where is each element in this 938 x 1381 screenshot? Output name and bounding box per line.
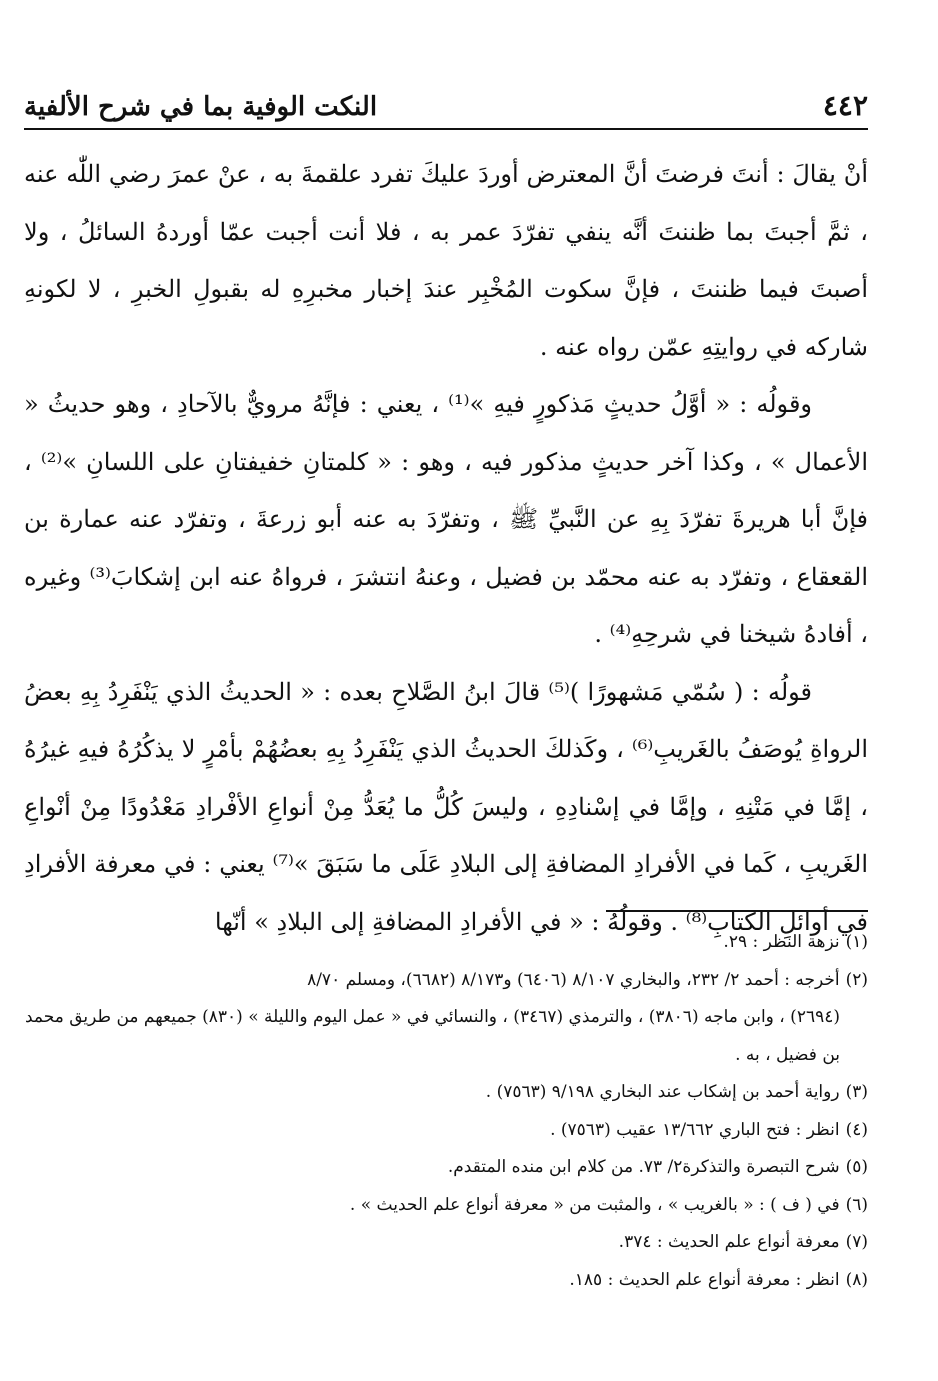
footnote-number: (٣) <box>845 1082 868 1102</box>
footnotes <box>24 924 868 1299</box>
running-title: النكت الوفية بما في شرح الألفية <box>24 92 378 122</box>
footnote-number: (٦) <box>845 1194 868 1215</box>
footnote-1 <box>24 924 868 962</box>
footnote-number: (٥) <box>845 1157 868 1177</box>
footnote-5 <box>24 1149 868 1187</box>
footnote-number: (٨) <box>845 1269 868 1290</box>
footnote-number: (٧) <box>845 1232 868 1252</box>
footnote-2 <box>24 962 868 1075</box>
footnote-number: (٢) <box>845 969 868 990</box>
footnote-text: رواية أحمد بن إشكاب عند البخاري ٩/١٩٨ (٧٥٦٣) . <box>485 1082 840 1102</box>
footnote-text: نزهة النظر : ٢٩. <box>723 932 840 952</box>
paragraph-2: وقولُه : « أوَّلُ حديثٍ مَذكورٍ فيهِ »⁽¹⁾ ، يعني : فإنَّهُ مرويٌّ بالآحادِ ، وهو حديثُ « الأعمال » ، وكذا آخر حديثٍ مذكور فيه ، وهو : « كلمتانِ خفيفتانِ على اللسانِ »⁽²⁾ ، فإنَّ أبا هريرةَ تفرّدَ بِهِ عن النَّبيِّ ﷺ ، وتفرّدَ به عنه أبو زرعةَ ، وتفرّد عنه عمارة بن القعقاع ، وتفرّد به عنه محمّد بن فضيل ، وعنهُ انتشرَ ، فرواهُ عنه ابن إشكابَ⁽³⁾ وغيره ، أفادهُ شيخنا في شرحِهِ⁽⁴⁾ . <box>24 390 868 648</box>
main-text <box>24 146 868 951</box>
footnote-number: (١) <box>845 932 868 952</box>
footnote-7 <box>24 1224 868 1262</box>
footnote-text: شرح التبصرة والتذكرة٢/ ٧٣. من كلام ابن منده المتقدم. <box>447 1157 840 1177</box>
paragraph-1: أنْ يقالَ : أنتَ فرضتَ أنَّ المعترض أوردَ عليكَ تفرد علقمةَ به ، عنْ عمرَ رضي اللّٰه عنه ، ثمَّ أجبتَ بما ظننتَ أنَّه ينفي تفرّدَ عمر به ، فلا أنت أجبت عمّا أوردهُ السائلُ ، ولا أصبتَ فيما ظننتَ ، فإنَّ سكوت المُخْبِر عندَ إخبار مخبرِهِ له بقبولِ الخبرِ ، لا لكونهِ شاركه في روايتِهِ عمّن رواه عنه . <box>24 160 869 361</box>
footnote-3 <box>24 1074 868 1112</box>
page-header <box>24 70 868 130</box>
page-number: ٤٤٢ <box>822 89 868 122</box>
footnote-text: أخرجه : أحمد ٢/ ٢٣٢، والبخاري ٨/١٠٧ (٦٤٠٦) و٨/١٧٣ (٦٦٨٢)، ومسلم ٨/٧٠ <box>307 969 840 990</box>
footnote-4 <box>24 1112 868 1150</box>
footnote-6 <box>24 1187 868 1225</box>
footnote-text: انظر : معرفة أنواع علم الحديث : ١٨٥. <box>569 1269 840 1290</box>
footnote-8 <box>24 1262 868 1300</box>
footnote-text: في ( ف ) : « بالغريب » ، والمثبت من « معرفة أنواع علم الحديث » . <box>349 1194 840 1215</box>
footnote-divider <box>606 910 868 912</box>
paragraph-3: قولُه : ( سُمّي مَشهورًا )⁽⁵⁾ قالَ ابنُ الصَّلاحِ بعده : « الحديثُ الذي يَنْفَرِدُ بِهِ بعضُ الرواةِ يُوصَفُ بالغَريبِ⁽⁶⁾ ، وكَذلكَ الحديثُ الذي يَنْفَرِدُ بِهِ بعضُهُمْ بأمْرٍ لا يذكُرُهُ فيهِ غيرُهُ ، إمَّا في مَتْنِهِ ، وإمَّا في إسْنادِهِ ، وليسَ كُلُّ ما يُعَدُّ مِنْ أنواعِ الأفْرادِ مَعْدُودًا مِنْ أنْواعِ الغَريبِ ، كَما في الأفرادِ المضافةِ إلى البلادِ عَلَى ما سَبَقَ »⁽⁷⁾ يعني : في معرفة الأفرادِ في أوائلِ الكتابِ⁽⁸⁾ . وقولُهُ : « في الأفرادِ المضافةِ إلى البلادِ » أنّها <box>24 677 869 936</box>
footnote-text: انظر : فتح الباري ١٣/٦٦٢ عقيب (٧٥٦٣) . <box>550 1119 840 1140</box>
footnote-continuation: (٢٦٩٤) ، وابن ماجه (٣٨٠٦) ، والترمذي (٣٤٦٧) ، والنسائي في « عمل اليوم والليلة » (٨٣٠) جميعهم من طريق محمد بن فضيل ، به . <box>25 1007 840 1065</box>
footnote-number: (٤) <box>845 1119 868 1140</box>
footnote-text: معرفة أنواع علم الحديث : ٣٧٤. <box>618 1232 840 1252</box>
